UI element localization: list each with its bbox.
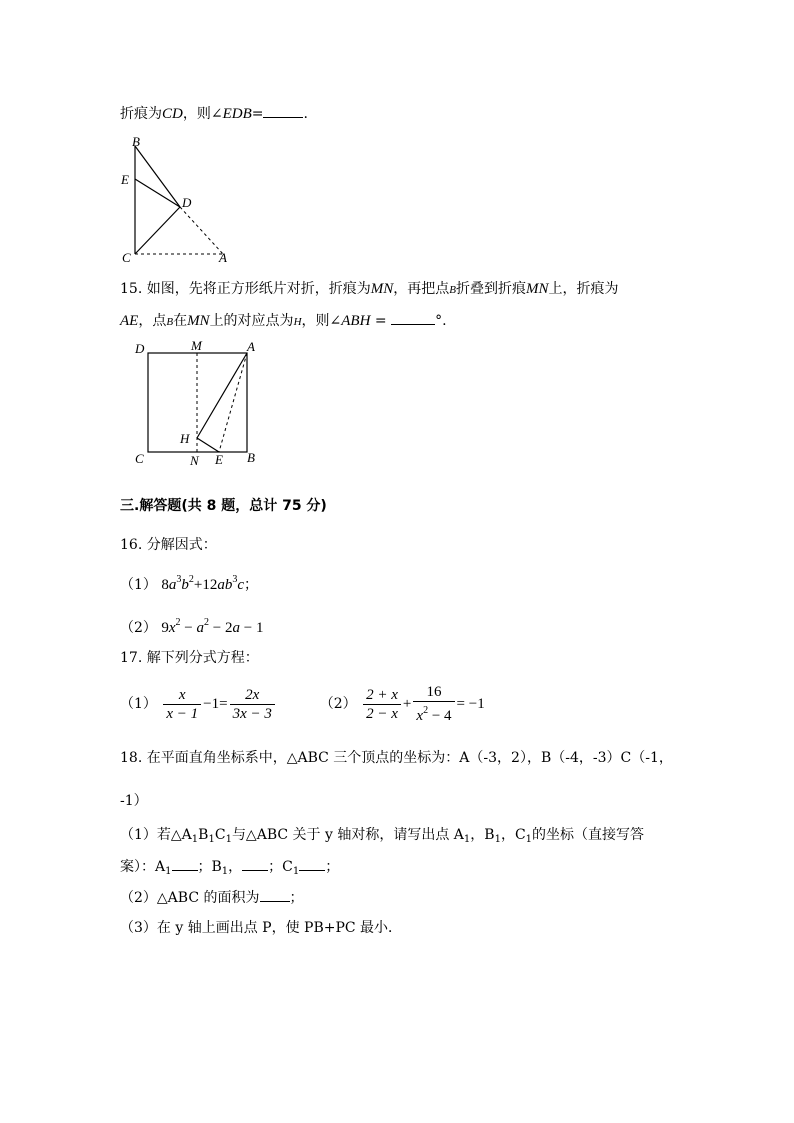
- q18-a1-blank[interactable]: [172, 856, 198, 871]
- q18-c1-blank[interactable]: [299, 856, 325, 871]
- q14-text-2: ，则∠: [182, 106, 223, 122]
- q15-text-1: 如图，先将正方形纸片对折，折痕为: [146, 281, 371, 297]
- q18-part-1-line-1: [120, 825, 644, 850]
- q15-ae: AE: [120, 313, 139, 329]
- q18-s7: 1: [165, 866, 172, 877]
- q16-p1-exp-a: 3: [176, 574, 182, 585]
- q15-number: 15.: [120, 281, 143, 297]
- q15-b-2: B: [166, 316, 174, 328]
- q14-text: 折痕为: [120, 106, 162, 122]
- q16-p2-x: x: [168, 620, 176, 636]
- q15-mn-2: MN: [525, 281, 549, 297]
- q16-p1-b: b: [181, 577, 189, 593]
- fig15-label-n: N: [190, 453, 199, 468]
- q18-p1f: ，C: [500, 827, 526, 843]
- q18-p1k: ；C: [268, 859, 293, 875]
- fig14-label-e: E: [121, 172, 129, 187]
- fig15-label-m: M: [191, 338, 202, 353]
- section-3-heading: 三.解答题(共 8 题，总计 75 分): [120, 498, 327, 514]
- q16-p1-label: （1）: [120, 577, 157, 593]
- q17-p1-num-1: x: [178, 686, 186, 703]
- fig14-label-c: C: [122, 250, 131, 265]
- q18-part-2: [120, 887, 304, 908]
- q16-p1-exp-b2: 3: [232, 574, 238, 585]
- q16-p2-minus-1: −: [180, 620, 197, 636]
- q17-line: [120, 648, 259, 668]
- q15-mn: MN: [370, 281, 394, 297]
- q15-abh: ABH: [341, 313, 371, 329]
- q17-p2-num-2: 16: [426, 684, 442, 700]
- fig14-label-a: A: [219, 250, 227, 265]
- q16-p1-coef: 8: [161, 577, 169, 593]
- q18-p1b: B: [198, 827, 209, 843]
- q15-eq: =: [370, 313, 387, 329]
- q16-p2-minus-2: − 2: [209, 620, 233, 636]
- q17-number: 17.: [120, 650, 143, 666]
- q17-p2-frac-2: [413, 684, 454, 724]
- q16-part-2: [120, 613, 263, 638]
- q16-p1-exp-b: 2: [188, 574, 194, 585]
- fig15-label-a: A: [247, 339, 255, 354]
- q16-text: 分解因式：: [146, 537, 217, 553]
- q14-answer-blank[interactable]: [263, 103, 303, 118]
- q18-p1e: ，B: [470, 827, 495, 843]
- q16-p2-a2: a: [232, 620, 240, 636]
- q17-p2-plus: +: [402, 696, 412, 712]
- q15-answer-blank[interactable]: [391, 310, 435, 325]
- q18-s5: 1: [494, 834, 501, 845]
- q18-line-2: -1）: [120, 793, 148, 809]
- q15-h: H: [293, 316, 302, 328]
- q18-b1-blank[interactable]: [242, 856, 268, 871]
- q18-number: 18.: [120, 750, 143, 766]
- q16-p1-ab: ab: [217, 577, 233, 593]
- q17-p1-den-1: x − 1: [163, 704, 201, 722]
- q18-s4: 1: [463, 834, 471, 845]
- q18-s1: 1: [191, 834, 199, 845]
- q17-p2-den-exp: 2: [423, 705, 429, 716]
- q17-p2-frac-1: [363, 687, 401, 722]
- q18-p1a: （1）若△A: [120, 827, 192, 843]
- q15-line-2: [120, 310, 447, 332]
- q16-line: [120, 535, 217, 555]
- q15-text-7: 上的对应点为: [209, 313, 294, 329]
- q16-number: 16.: [120, 537, 143, 553]
- q16-p2-a: a: [196, 620, 205, 636]
- q18-p1h: 案）：A: [120, 859, 166, 875]
- q18-s8: 1: [221, 866, 229, 877]
- q15-text-5: ，点: [138, 313, 167, 329]
- q18-part-3: （3）在 y 轴上画出点 P，使 PB+PC 最小．: [120, 920, 403, 936]
- q17-p1-mid: −1=: [203, 696, 228, 712]
- q18-p1j: ，: [228, 859, 243, 875]
- q14-tail-line: [120, 103, 308, 124]
- q18-p2: （2）△ABC 的面积为: [120, 890, 260, 906]
- q16-p1-plus: +12: [193, 577, 218, 593]
- q15-b: B: [449, 284, 456, 296]
- q17-p2-num-1: 2 + x: [366, 686, 398, 703]
- q17-p2-eq: = −1: [456, 696, 485, 712]
- q15-degree: °.: [435, 313, 447, 329]
- figure-q15: [130, 338, 270, 468]
- fig15-label-b: B: [247, 450, 255, 465]
- q18-p1l: ；: [325, 859, 340, 875]
- q15-text-2: ，再把点: [393, 281, 450, 297]
- q17-p1-frac-2: [230, 687, 275, 722]
- q18-s2: 1: [208, 834, 215, 845]
- q16-p1-c: c: [237, 577, 245, 593]
- q17-p1-den-2: 3x − 3: [230, 704, 275, 722]
- q17-equations: [120, 684, 485, 724]
- q17-p2-den-x: x: [416, 708, 424, 724]
- q14-eq: =: [251, 106, 264, 122]
- q17-p1-num-2: 2x: [245, 686, 260, 703]
- q18-s3: 1: [225, 834, 232, 845]
- q17-p2-den-rest: − 4: [428, 708, 452, 724]
- q17-p1-label: （1）: [120, 696, 157, 712]
- q18-line-1: [120, 748, 673, 768]
- q18-area-blank[interactable]: [260, 887, 290, 902]
- q18-s9: 1: [292, 866, 300, 877]
- q18-p1c: C: [214, 827, 226, 843]
- q16-p2-exp-x: 2: [175, 617, 181, 628]
- q16-p2-exp-a: 2: [204, 617, 210, 628]
- q18-p2-end: ；: [289, 890, 304, 906]
- q18-p1g: 的坐标（直接写答: [532, 827, 645, 843]
- q17-p2-den-1: 2 − x: [363, 704, 401, 722]
- fig15-label-h: H: [180, 431, 190, 446]
- q14-cd: CD: [162, 106, 183, 122]
- q16-part-1: [120, 570, 258, 595]
- q14-end: .: [303, 106, 308, 122]
- q18-text-1: 在平面直角坐标系中，△ABC 三个顶点的坐标为：A（-3，2），B（-4，-3）C（-1，: [146, 750, 673, 766]
- fig14-label-b: B: [132, 134, 140, 149]
- q15-text-4: 上，折痕为: [548, 281, 619, 297]
- q18-p1d: 与△ABC 关于 y 轴对称，请写出点 A: [231, 827, 464, 843]
- q16-p1-tail: ；: [244, 577, 259, 593]
- fig15-label-e: E: [215, 452, 223, 467]
- q15-mn-3: MN: [187, 313, 210, 329]
- q18-s6: 1: [525, 834, 533, 845]
- q15-text-8: ，则∠: [301, 313, 342, 329]
- q16-p1-a: a: [168, 577, 177, 593]
- fig15-label-d: D: [135, 341, 145, 356]
- fig14-label-d: D: [182, 195, 192, 210]
- q15-text-6: 在: [173, 313, 188, 329]
- q16-p2-label: （2）: [120, 620, 157, 636]
- q17-p2-label: （2）: [319, 696, 357, 712]
- q17-p1-frac-1: [163, 687, 201, 722]
- q16-p2-minus-3: − 1: [239, 620, 264, 636]
- q18-p1i: ；B: [197, 859, 222, 875]
- fig15-label-c: C: [135, 451, 144, 466]
- figure-q14: [116, 132, 240, 268]
- q14-edb: EDB: [222, 106, 252, 122]
- q18-part-1-line-2: [120, 856, 339, 882]
- q16-p2-coef: 9: [161, 620, 169, 636]
- q15-text-3: 折叠到折痕: [455, 281, 526, 297]
- q17-text: 解下列分式方程：: [146, 650, 259, 666]
- q15-line-1: [120, 279, 618, 300]
